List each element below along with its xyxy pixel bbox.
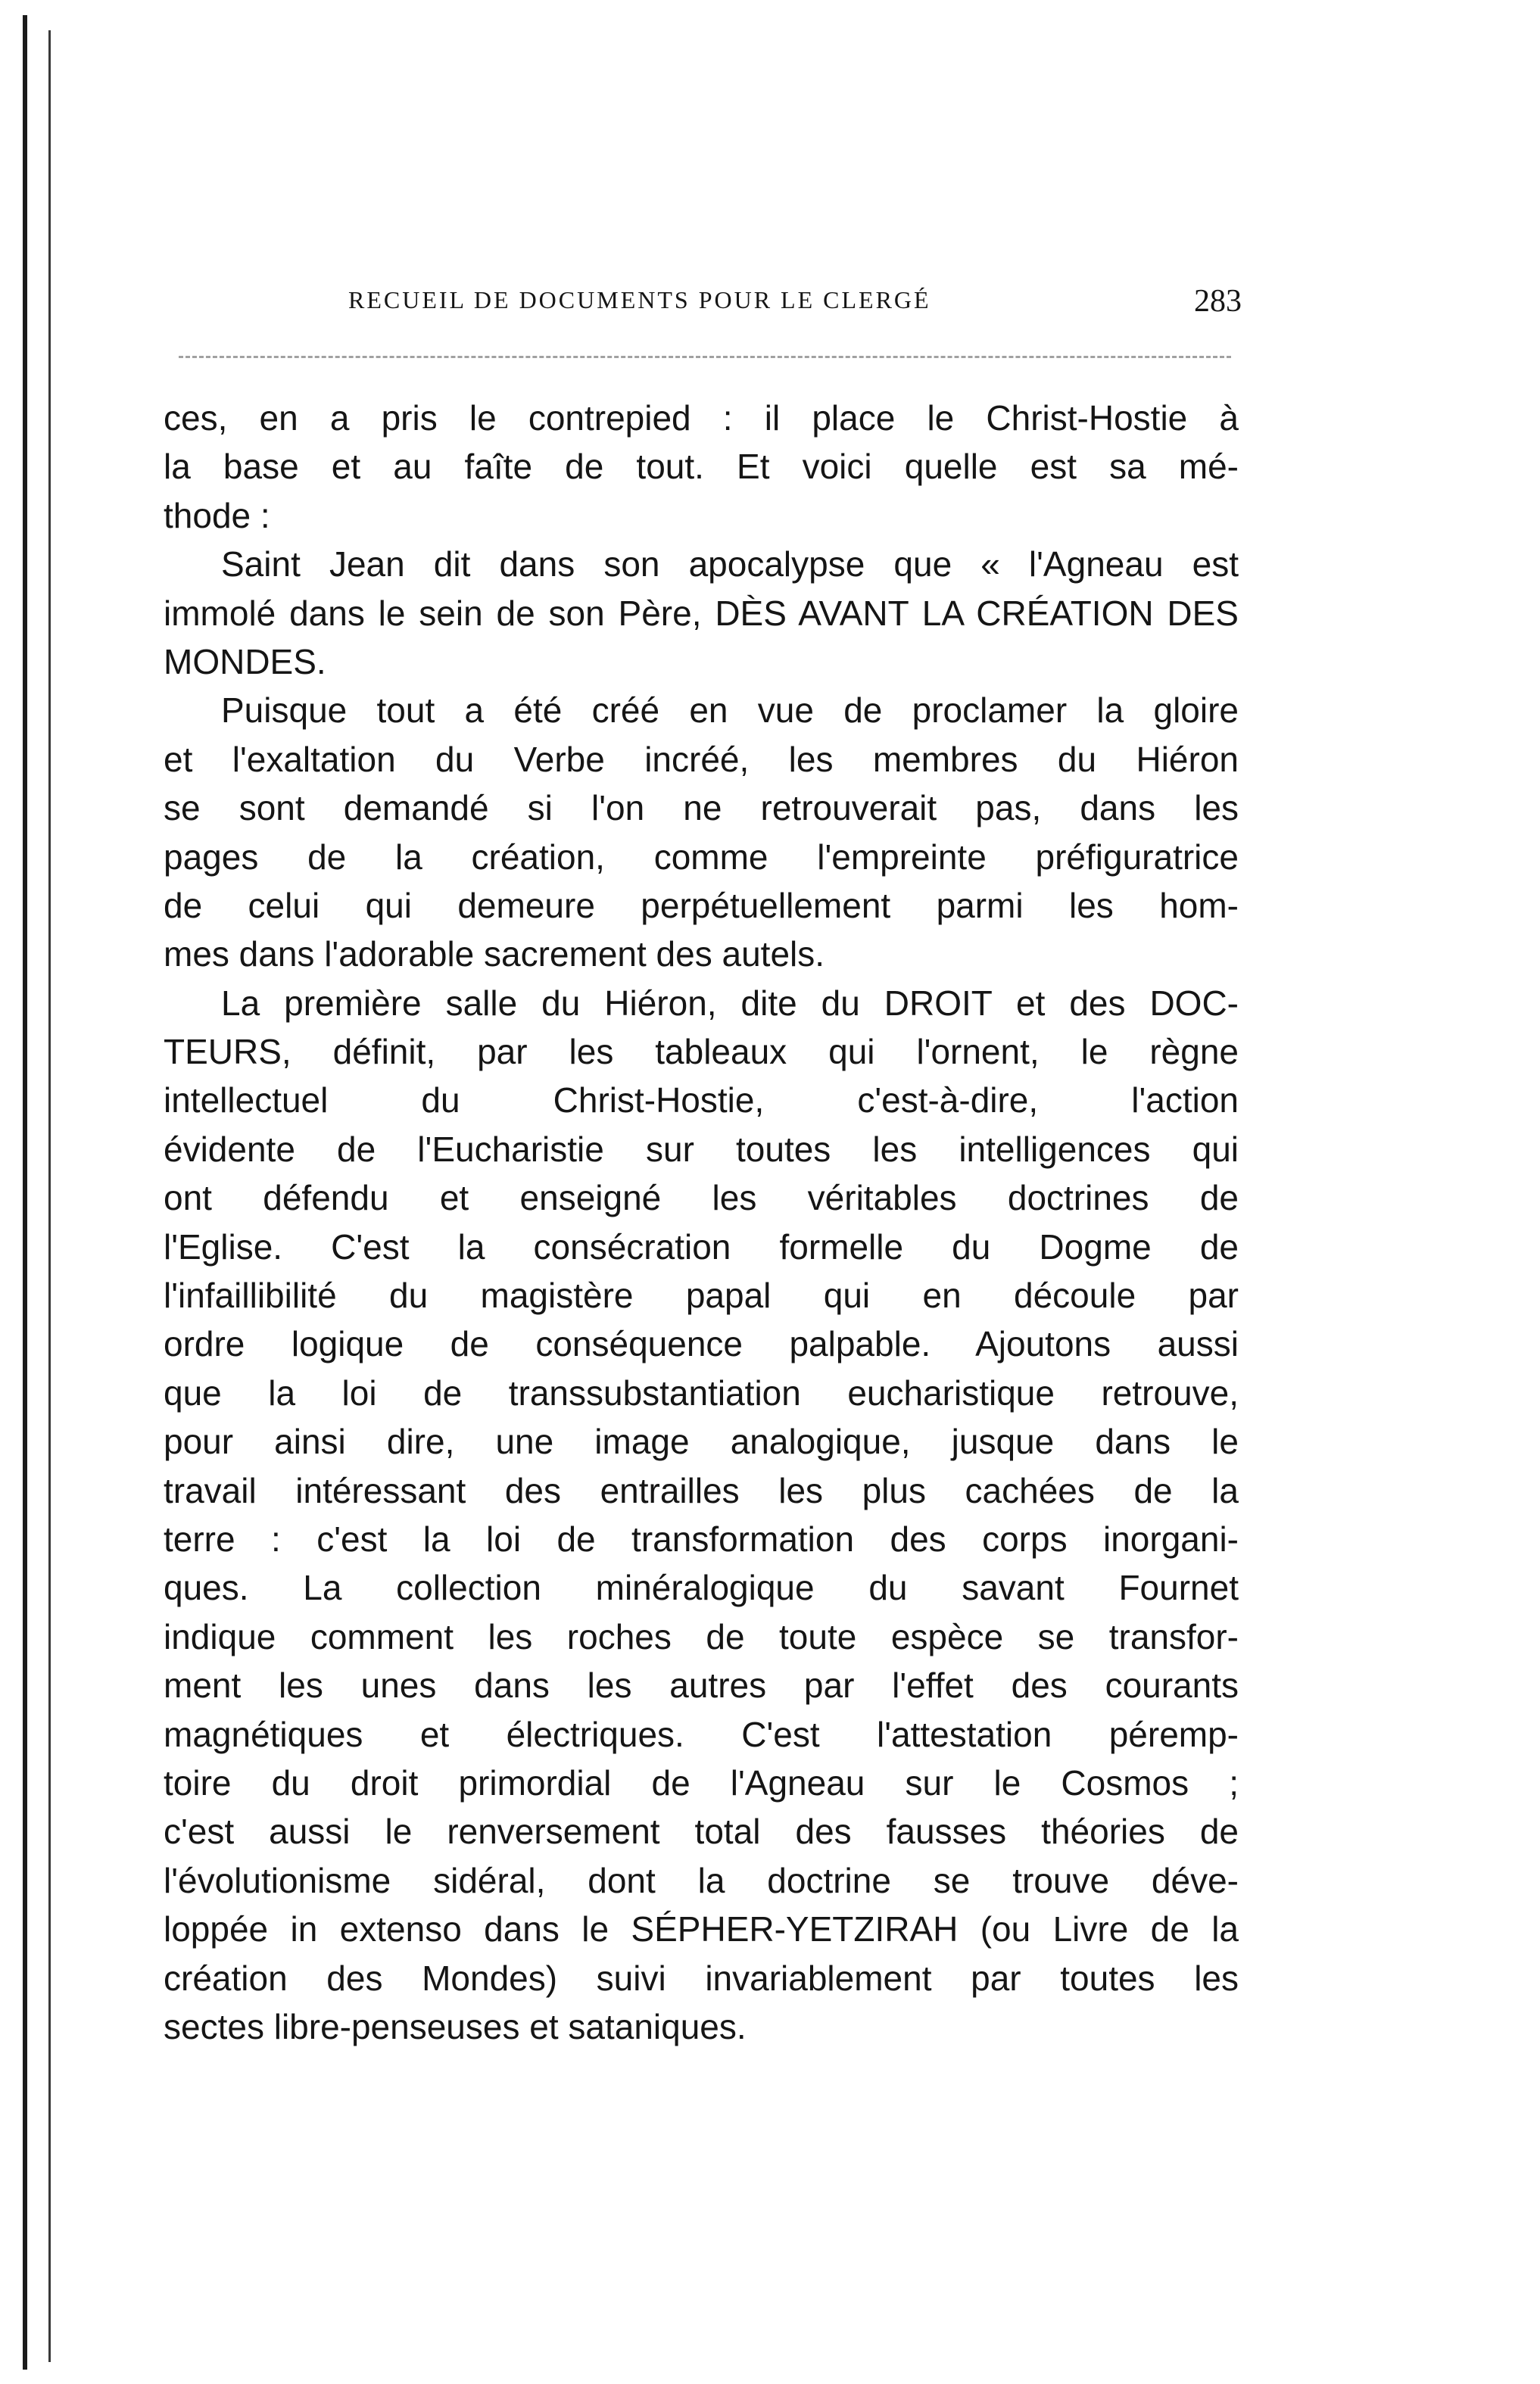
- text-line: travail intéressant des entrailles les plus cachées de la: [164, 1470, 1239, 1510]
- text-line: pour ainsi dire, une image analogique, jusque dans le: [164, 1422, 1239, 1462]
- text-line: terre : c'est la loi de transformation des corps inorgani-: [164, 1519, 1239, 1559]
- text-line: loppée in extenso dans le SÉPHER-YETZIRAH (ou Livre de la: [164, 1909, 1239, 1949]
- text-line: ordre logique de conséquence palpable. Ajoutons aussi: [164, 1324, 1239, 1364]
- running-header: [348, 286, 1242, 332]
- text-line: et l'exaltation du Verbe incréé, les membres du Hiéron: [164, 739, 1239, 779]
- text-line: pages de la création, comme l'empreinte préfiguratrice: [164, 837, 1239, 877]
- text-line: La première salle du Hiéron, dite du DROIT et des DOC-: [221, 983, 1239, 1023]
- text-line: Saint Jean dit dans son apocalypse que « l'Agneau est: [221, 544, 1239, 584]
- text-line: MONDES.: [164, 641, 326, 681]
- text-line: TEURS, définit, par les tableaux qui l'ornent, le règne: [164, 1032, 1239, 1072]
- text-line: l'Eglise. C'est la consécration formelle du Dogme de: [164, 1226, 1239, 1267]
- text-line: sectes libre-penseuses et sataniques.: [164, 2006, 747, 2046]
- text-line: l'infaillibilité du magistère papal qui en découle par: [164, 1276, 1239, 1316]
- text-line: magnétiques et électriques. C'est l'attestation péremp-: [164, 1714, 1239, 1754]
- text-line: ques. La collection minéralogique du savant Fournet: [164, 1568, 1239, 1608]
- text-body: [164, 394, 1239, 2051]
- text-line: se sont demandé si l'on ne retrouverait pas, dans les: [164, 788, 1239, 828]
- text-line: que la loi de transsubstantiation eucharistique retrouve,: [164, 1373, 1239, 1413]
- page-scan-edge-inner: [48, 30, 51, 2362]
- text-line: création des Mondes) suivi invariablement par toutes les: [164, 1958, 1239, 1998]
- text-line: de celui qui demeure perpétuellement parmi les hom-: [164, 885, 1239, 925]
- text-line: ces, en a pris le contrepied : il place le Christ-Hostie à: [164, 398, 1239, 438]
- text-line: c'est aussi le renversement total des fausses théories de: [164, 1812, 1239, 1852]
- text-line: ment les unes dans les autres par l'effet des courants: [164, 1666, 1239, 1706]
- text-line: l'évolutionisme sidéral, dont la doctrine se trouve déve-: [164, 1860, 1239, 1900]
- page-scan-edge: [23, 15, 27, 2370]
- running-header-title: RECUEIL DE DOCUMENTS POUR LE CLERGÉ: [348, 286, 931, 313]
- text-line: intellectuel du Christ-Hostie, c'est-à-dire, l'action: [164, 1080, 1239, 1120]
- text-line: Puisque tout a été créé en vue de proclamer la gloire: [221, 690, 1239, 731]
- text-line: évidente de l'Eucharistie sur toutes les intelligences qui: [164, 1129, 1239, 1169]
- text-line: ont défendu et enseigné les véritables doctrines de: [164, 1178, 1239, 1218]
- text-line: mes dans l'adorable sacrement des autels.: [164, 934, 825, 974]
- header-rule: [179, 356, 1231, 358]
- page-number: 283: [1194, 284, 1242, 319]
- text-line: immolé dans le sein de son Père, DÈS AVANT LA CRÉATION DES: [164, 593, 1239, 633]
- text-line: la base et au faîte de tout. Et voici quelle est sa mé-: [164, 447, 1239, 487]
- text-line: thode :: [164, 495, 270, 535]
- text-line: indique comment les roches de toute espèce se transfor-: [164, 1616, 1239, 1656]
- text-line: toire du droit primordial de l'Agneau sur le Cosmos ;: [164, 1762, 1239, 1803]
